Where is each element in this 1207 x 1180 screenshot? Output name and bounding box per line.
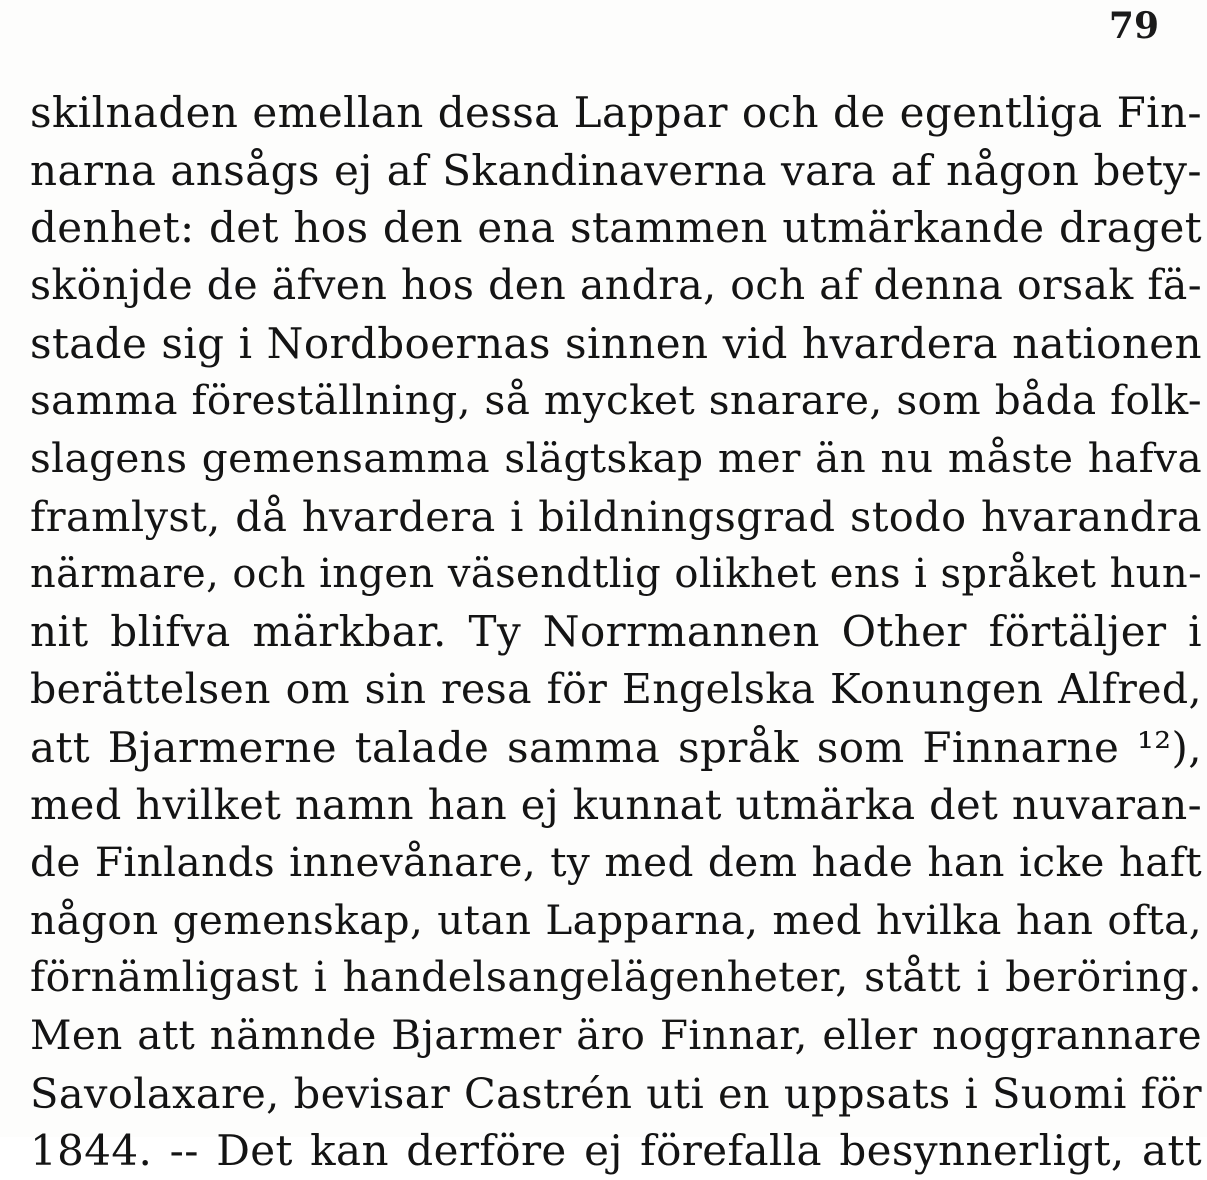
text-line: förnämligast i handelsangelägenheter, stått i beröring. (30, 953, 1202, 1002)
text-line: denhet: det hos den ena stammen utmärkande draget (30, 203, 1202, 253)
text-line: skönjde de äfven hos den andra, och af denna orsak fä- (30, 261, 1202, 310)
text-line: någon gemenskap, utan Lapparna, med hvilka han ofta, (30, 895, 1202, 944)
text-line: att Bjarmerne talade samma språk som Finnarne ¹²), (30, 722, 1202, 772)
page-number: 79 (1108, 5, 1159, 47)
body-text (30, 84, 1202, 1180)
text-line: stade sig i Nordboernas sinnen vid hvardera nationen (30, 318, 1202, 368)
text-line: med hvilket namn han ej kunnat utmärka det nuvaran- (30, 780, 1202, 830)
text-line: berättelsen om sin resa för Engelska Konungen Alfred, (30, 664, 1202, 713)
text-line: samma föreställning, så mycket snarare, som båda folk- (30, 376, 1202, 425)
text-line: Savolaxare, bevisar Castrén uti en uppsats i Suomi för (30, 1068, 1202, 1118)
text-line: de Finlands innevånare, ty med dem hade han icke haft (30, 837, 1202, 886)
text-line: Men att nämnde Bjarmer äro Finnar, eller noggrannare (30, 1011, 1202, 1059)
text-line: slagens gemensamma slägtskap mer än nu måste hafva (30, 434, 1202, 483)
text-line: nit blifva märkbar. Ty Norrmannen Other förtäljer i (30, 607, 1202, 657)
text-line: framlyst, då hvardera i bildningsgrad stodo hvarandra (30, 491, 1202, 541)
text-line: 1844. -- Det kan derföre ej förefalla besynnerligt, att (30, 1126, 1202, 1176)
text-line: närmare, och ingen väsendtlig olikhet ens i språket hun- (30, 550, 1202, 597)
text-line: narna ansågs ej af Skandinaverna vara af någon bety- (30, 145, 1202, 195)
text-line: skilnaden emellan dessa Lappar och de egentliga Fin- (30, 88, 1202, 137)
